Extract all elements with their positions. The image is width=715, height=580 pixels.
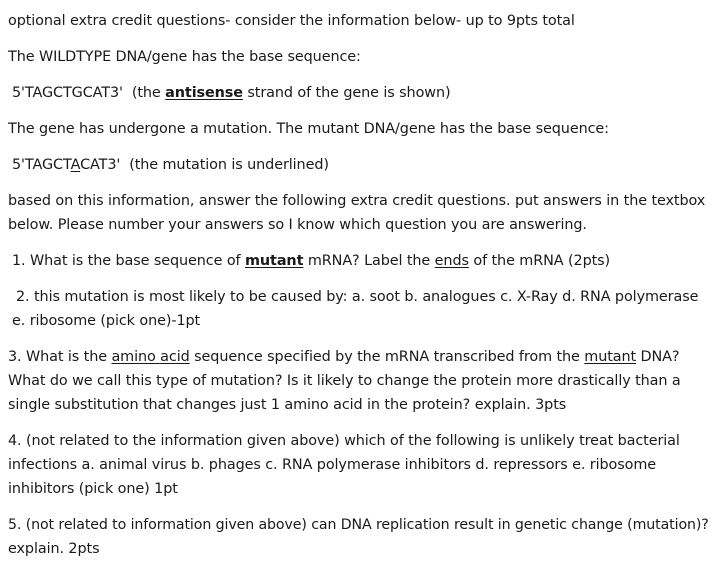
question-5-line-1: 5. (not related to information given above) can DNA replication result in genetic change (mutation)? <box>8 517 709 533</box>
question-1-mutant: mutant <box>245 253 304 269</box>
question-1-text-e: of the mRNA (2pts) <box>468 253 611 269</box>
question-3-text-e: DNA? <box>636 349 680 365</box>
question-1-ends: ends <box>434 253 469 269</box>
question-4-line-2: infections a. animal virus b. phages c. RNA polymerase inhibitors d. repressors e. ribosome <box>8 457 657 473</box>
mutant-sequence-line <box>12 157 329 173</box>
question-5-line-2: explain. 2pts <box>8 541 100 557</box>
question-3-amino-acid: amino acid <box>111 349 190 365</box>
wildtype-sequence: 5'TAGCTGCAT3' <box>12 85 123 101</box>
question-2-line-2: e. ribosome (pick one)-1pt <box>12 313 201 329</box>
instructions-line-2: below. Please number your answers so I know which question you are answering. <box>8 217 587 233</box>
wildtype-label: The WILDTYPE DNA/gene has the base sequence: <box>8 49 361 65</box>
mutant-sequence-c: CAT3' <box>80 157 121 173</box>
wildtype-note-a: (the <box>131 85 166 101</box>
question-4-line-3: inhibitors (pick one) 1pt <box>8 481 178 497</box>
question-1-text-a: 1. What is the base sequence of <box>12 253 245 269</box>
antisense-term: antisense <box>165 85 243 101</box>
intro-heading: optional extra credit questions- consider the information below- up to 9pts total <box>8 13 575 29</box>
mutant-sequence-a: 5'TAGCT <box>12 157 71 173</box>
question-2-line-1: 2. this mutation is most likely to be caused by: a. soot b. analogues c. X-Ray d. RNA polymerase <box>16 289 699 305</box>
mutant-sequence-mutation: A <box>70 157 81 173</box>
wildtype-sequence-line <box>12 85 451 101</box>
question-3-line-3: single substitution that changes just 1 amino acid in the protein? explain. 3pts <box>8 397 567 413</box>
instructions-line-1: based on this information, answer the following extra credit questions. put answers in the textbox <box>8 193 706 209</box>
question-3-text-a: 3. What is the <box>8 349 112 365</box>
question-1-text-c: mRNA? Label the <box>303 253 435 269</box>
question-3-line-1 <box>8 349 679 365</box>
mutation-label: The gene has undergone a mutation. The mutant DNA/gene has the base sequence: <box>8 121 609 137</box>
question-3-text-c: sequence specified by the mRNA transcribed from the <box>189 349 585 365</box>
question-3-line-2: What do we call this type of mutation? Is it likely to change the protein more drastically than a <box>8 373 681 389</box>
wildtype-note-c: strand of the gene is shown) <box>242 85 451 101</box>
question-4-line-1: 4. (not related to the information given above) which of the following is unlikely treat bacterial <box>8 433 680 449</box>
question-3-mutant: mutant <box>584 349 637 365</box>
question-1 <box>12 253 610 269</box>
mutant-note: (the mutation is underlined) <box>129 157 329 173</box>
